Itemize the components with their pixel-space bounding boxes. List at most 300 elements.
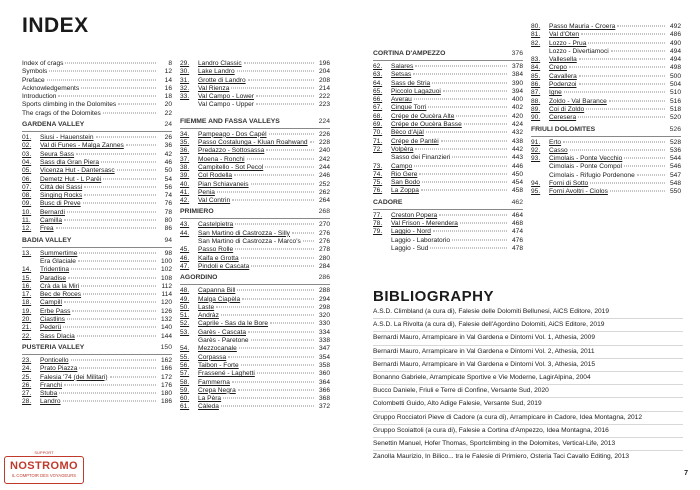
index-entry (180, 387, 330, 395)
entry-page: 284 (318, 262, 330, 270)
leader-dots (426, 132, 507, 133)
index-entry (22, 85, 172, 93)
section-heading (22, 344, 172, 355)
index-entry (22, 159, 172, 167)
entry-number: 87. (531, 89, 541, 97)
index-column-2 (180, 60, 330, 412)
leader-dots (72, 310, 156, 311)
leader-dots (56, 228, 156, 229)
entry-number: 24. (22, 365, 32, 373)
entry-title: Setsas (391, 71, 412, 79)
index-entry (373, 80, 523, 88)
leader-dots (248, 79, 314, 80)
logo-pre: SUPPORT (34, 450, 54, 455)
entry-page: 180 (160, 390, 172, 398)
leader-dots (579, 75, 665, 76)
section-heading (22, 237, 172, 248)
entry-number: 04. (22, 158, 32, 166)
leader-dots (126, 145, 156, 146)
leader-dots (237, 71, 314, 72)
index-entry (531, 172, 681, 180)
entry-number: 93. (531, 155, 541, 163)
leader-dots (241, 364, 314, 365)
section-heading (22, 121, 172, 132)
entry-page: 550 (669, 188, 681, 196)
section-title: CADORE (373, 198, 403, 206)
entry-page: 276 (318, 238, 330, 246)
entry-title: Grotte di Landro (198, 76, 246, 84)
entry-title: Pian Schiavaneis (198, 180, 249, 188)
entry-number: 71. (373, 137, 383, 145)
entry-page: 244 (318, 163, 330, 171)
entry-title: Cavallera (549, 72, 577, 80)
index-entry (180, 370, 330, 378)
leader-dots (78, 260, 156, 261)
entry-number: 09. (22, 200, 32, 208)
leader-dots (251, 265, 314, 266)
leader-dots (81, 285, 156, 286)
section-title: PRIMIERO (180, 208, 214, 216)
index-entry (22, 357, 172, 365)
entry-title: Landro Classic (198, 60, 242, 67)
bibliography-entry: Gruppo Rocciatori Pieve di Cadore (a cura di), Arrampicare in Cadore, Idea Montagna, 2012 (373, 412, 683, 425)
entry-page: 402 (511, 104, 523, 112)
entry-title: Lozzo - Prua (549, 39, 587, 47)
entry-title: Bèco d'Ajàl (391, 129, 424, 137)
entry-page: 252 (318, 180, 330, 188)
leader-dots (413, 74, 507, 75)
index-entry (373, 163, 523, 171)
entry-title: Val Frison - Merendera (391, 220, 458, 228)
entry-number: 22. (22, 332, 32, 340)
entry-page: 74 (164, 192, 172, 200)
entry-number: 56. (180, 361, 190, 369)
index-entry (531, 64, 681, 72)
entry-page: 432 (511, 129, 523, 137)
entry-number: 69. (373, 121, 383, 129)
entry-title: Frassené - Laghetti (198, 370, 255, 378)
entry-page: 16 (164, 84, 172, 92)
index-entry (180, 189, 330, 197)
entry-page: 354 (318, 353, 330, 361)
entry-title: Rio Gere (391, 170, 418, 178)
entry-title: Coi di Zoldo (549, 105, 585, 113)
entry-number: 27. (22, 390, 32, 398)
entry-title: Ceresera (549, 114, 577, 122)
leader-dots (637, 174, 665, 175)
entry-number: 35. (180, 139, 190, 147)
entry-page: 100 (160, 257, 172, 265)
index-entry (531, 98, 681, 106)
entry-page: 490 (669, 39, 681, 47)
entry-title: Zoldo - Val Barance (549, 97, 607, 105)
entry-title: Taibon - Forte (198, 361, 239, 369)
index-entry (180, 230, 330, 238)
leader-dots (63, 401, 156, 402)
entry-page: 498 (669, 64, 681, 72)
index-entry (180, 403, 330, 411)
entry-title: Casso (549, 146, 568, 154)
section-title: PUSTERIA VALLEY (22, 343, 85, 351)
entry-number: 82. (531, 39, 541, 47)
entry-page: 510 (669, 89, 681, 97)
entry-title: Val d'Oten (549, 31, 580, 39)
leader-dots (421, 190, 507, 191)
entry-title: Index of crags (22, 60, 64, 67)
entry-number: 55. (180, 353, 190, 361)
entry-number: 21. (22, 324, 32, 332)
entry-title: Cimolais - Ponte Compol (549, 163, 622, 171)
index-entry (22, 176, 172, 184)
entry-page: 22 (164, 109, 172, 117)
entry-title: Acknowledgements (22, 84, 80, 92)
index-entry (180, 60, 330, 68)
index-entry (180, 312, 330, 320)
entry-number: 61. (180, 403, 190, 411)
section-heading (180, 208, 330, 219)
entry-page: 76 (164, 200, 172, 208)
entry-page: 454 (511, 179, 523, 187)
index-entry (373, 71, 523, 79)
index-entry (373, 129, 523, 137)
section-page: 526 (669, 125, 681, 133)
entry-number: 03. (22, 150, 32, 158)
entry-title: Erto (549, 138, 562, 146)
entry-number: 25. (22, 373, 32, 381)
bibliography-entry: Bernardi Mauro, Arrampicare in Val Gardena e Dintorni Vol. 3, Athesia, 2015 (373, 359, 683, 372)
entry-number: 90. (531, 114, 541, 122)
section-gap (180, 110, 330, 115)
leader-dots (67, 211, 156, 212)
entry-page: 368 (318, 395, 330, 403)
entry-page: 196 (318, 60, 330, 67)
leader-dots (460, 223, 507, 224)
entry-page: 208 (318, 76, 330, 84)
section-heading (373, 50, 523, 61)
index-entry (22, 316, 172, 324)
entry-title: Passo Costalunga - Kluan Roahwand (198, 139, 308, 147)
entry-page: 54 (164, 175, 172, 183)
section-page: 286 (318, 274, 330, 282)
leader-dots (563, 141, 665, 142)
leader-dots (118, 104, 156, 105)
entry-page: 546 (669, 163, 681, 171)
entry-number: 46. (180, 254, 190, 262)
entry-page: 80 (164, 217, 172, 225)
entry-page: 544 (669, 155, 681, 163)
entry-title: Val Campo - Lower (198, 93, 254, 101)
entry-title: Laggio - Laboratorio (391, 236, 451, 244)
leader-dots (432, 82, 507, 83)
index-entry (22, 333, 172, 341)
entry-page: 443 (511, 154, 523, 162)
index-entry (180, 85, 330, 93)
index-entry (373, 104, 523, 112)
index-entry (531, 31, 681, 39)
entry-page: 438 (511, 137, 523, 145)
entry-page: 492 (669, 23, 681, 30)
entry-title: San Bodo (391, 179, 420, 187)
entry-title: Val di Funes - Malga Zannes (40, 142, 124, 150)
leader-dots (248, 331, 314, 332)
entry-page: 446 (511, 162, 523, 170)
entry-number: 30. (180, 68, 190, 76)
entry-number: 10. (22, 208, 32, 216)
entry-number: 37. (180, 155, 190, 163)
entry-number: 54. (180, 345, 190, 353)
section-heading (373, 199, 523, 210)
index-entry (180, 379, 330, 387)
logo-sub: IL COMPTOIR DES VOYAGEURS (11, 473, 77, 478)
entry-title: Città dei Sassi (40, 183, 83, 191)
leader-dots (238, 389, 314, 390)
entry-page: 464 (511, 211, 523, 219)
entry-title: Singing Rocks (40, 192, 83, 200)
leader-dots (579, 84, 666, 85)
leader-dots (415, 148, 507, 149)
index-entry (22, 374, 172, 382)
index-entry (180, 320, 330, 328)
leader-dots (67, 319, 156, 320)
leader-dots (419, 173, 507, 174)
leader-dots (110, 376, 156, 377)
entry-title: Bernardi (40, 208, 65, 216)
entry-title: Kaifa e Grotta (198, 254, 239, 262)
entry-title: Prato Piazza (40, 365, 78, 373)
entry-title: Cinque Torri (391, 104, 427, 112)
entry-page: 366 (318, 386, 330, 394)
entry-title: Sass dla Gran Piera (40, 158, 100, 166)
section-page: 268 (318, 208, 330, 216)
entry-number: 86. (531, 81, 541, 89)
leader-dots (49, 71, 156, 72)
index-entry (531, 139, 681, 147)
index-entry (531, 89, 681, 97)
index-entry (180, 68, 330, 76)
entry-title: Preface (22, 76, 45, 84)
leader-dots (232, 381, 314, 382)
leader-dots (452, 239, 507, 240)
leader-dots (117, 170, 156, 171)
entry-number: 58. (180, 378, 190, 386)
entry-page: 458 (511, 187, 523, 195)
entry-number: 42. (180, 197, 190, 205)
index-entry (373, 220, 523, 228)
entry-page: 214 (318, 84, 330, 92)
leader-dots (564, 92, 665, 93)
entry-page: 126 (160, 307, 172, 315)
entry-page: 246 (318, 172, 330, 180)
entry-title: Lake Landro (198, 68, 235, 76)
index-entry (373, 228, 523, 236)
entry-number: 43. (180, 221, 190, 229)
entry-page: 364 (318, 378, 330, 386)
section-title: FIEMME AND FASSA VALLEYS (180, 117, 280, 125)
entry-number: 91. (531, 138, 541, 146)
entry-page: 222 (318, 93, 330, 101)
leader-dots (103, 178, 156, 179)
leader-dots (47, 79, 156, 80)
index-entry (531, 81, 681, 89)
entry-page: 347 (318, 345, 330, 353)
entry-page: 114 (161, 291, 172, 299)
leader-dots (71, 359, 156, 360)
index-entry (373, 113, 523, 121)
entry-number: 51. (180, 312, 190, 320)
index-entry (373, 146, 523, 154)
leader-dots (63, 327, 156, 328)
leader-dots (303, 241, 314, 242)
entry-page: 176 (160, 381, 172, 389)
entry-number: 02. (22, 142, 32, 150)
entry-title: Falesia '74 (dei Militari) (40, 373, 108, 381)
entry-page: 494 (669, 47, 681, 55)
leader-dots (611, 50, 665, 51)
entry-title: Crepo (549, 64, 567, 72)
index-entry (531, 180, 681, 188)
leader-dots (257, 373, 314, 374)
index-entry (180, 246, 330, 254)
entry-title: La Zoppa (391, 187, 419, 195)
entry-page: 186 (160, 398, 172, 406)
entry-page: 424 (511, 121, 523, 129)
entry-title: Podenzoi (549, 81, 577, 89)
entry-page: 36 (164, 142, 172, 150)
entry-title: Averau (391, 96, 412, 104)
entry-page: 500 (669, 72, 681, 80)
index-entry (22, 308, 172, 316)
entry-number: 18. (22, 299, 32, 307)
nostromo-logo (4, 448, 84, 484)
leader-dots (216, 306, 314, 307)
entry-number: 05. (22, 167, 32, 175)
index-entry (22, 398, 172, 406)
entry-page: 223 (318, 101, 330, 109)
entry-page: 98 (164, 249, 172, 257)
leader-dots (251, 340, 314, 341)
index-entry (22, 324, 172, 332)
entry-page: 536 (669, 146, 681, 154)
entry-title: Crépe de Pantèi (391, 137, 439, 145)
leader-dots (251, 183, 314, 184)
leader-dots (223, 398, 314, 399)
entry-page: 20 (164, 101, 172, 109)
entry-title: Malga Ciapèla (198, 295, 241, 303)
index-entry (373, 138, 523, 146)
entry-number: 32. (180, 84, 190, 92)
section-title: FRIULI DOLOMITES (531, 125, 596, 133)
entry-title: Sass de Stria (391, 79, 431, 87)
entry-title: Sasso dei Finanzieri (391, 154, 451, 162)
section-page: 24 (164, 121, 172, 129)
entry-title: Vallesella (549, 56, 577, 64)
entry-title: Era Glaciale (40, 257, 76, 265)
index-entry (22, 134, 172, 142)
entry-page: 394 (511, 87, 523, 95)
leader-dots (414, 99, 507, 100)
index-entry (531, 40, 681, 48)
leader-dots (59, 393, 156, 394)
entry-title: Siusi - Hauenstein (40, 134, 94, 142)
index-entry (180, 287, 330, 295)
leader-dots (241, 257, 314, 258)
entry-page: 528 (669, 138, 681, 146)
leader-dots (77, 335, 156, 336)
index-entry (22, 382, 172, 390)
leader-dots (269, 133, 314, 134)
leader-dots (586, 108, 665, 109)
leader-dots (65, 63, 156, 64)
entry-page: 120 (160, 299, 172, 307)
leader-dots (64, 384, 156, 385)
index-entry (180, 164, 330, 172)
entry-title: Igne (549, 89, 562, 97)
leader-dots (221, 315, 314, 316)
entry-number: 95. (531, 188, 541, 196)
index-entry (22, 200, 172, 208)
bibliography-entry: Senettin Manuel, Hofer Thomas, Sportclimbing in the Dolomites, Vertical-Life, 2013 (373, 438, 683, 451)
entry-title: Tridentina (40, 266, 70, 274)
index-entry (531, 73, 681, 81)
leader-dots (68, 277, 156, 278)
index-entry (373, 179, 523, 187)
leader-dots (428, 107, 507, 108)
leader-dots (76, 153, 156, 154)
bibliography-entry: Zanolla Maurizio, In Bilico... tra le Falesie di Primiero, Osteria Taci Cavallo Editing, 2013 (373, 453, 630, 461)
index-entry (22, 250, 172, 258)
entry-title: Andràz (198, 312, 219, 320)
index-entry (180, 395, 330, 403)
entry-title: Passo Mauria - Croera (549, 23, 616, 30)
entry-title: Campitello - Sot Pecol (198, 163, 264, 171)
index-entry (531, 48, 681, 56)
entry-page: 478 (511, 244, 523, 252)
entry-number: 07. (22, 183, 32, 191)
leader-dots (79, 368, 156, 369)
entry-title: Frea (40, 225, 54, 233)
leader-dots (588, 42, 665, 43)
entry-title: Crépe de Oucèra Basse (391, 121, 462, 129)
entry-page: 204 (318, 68, 330, 76)
leader-dots (430, 247, 507, 248)
index-entry (373, 212, 523, 220)
entry-page: 50 (164, 167, 172, 175)
leader-dots (244, 63, 314, 64)
index-entry (22, 68, 172, 76)
entry-number: 44. (180, 229, 190, 237)
entry-title: Landro (40, 398, 61, 406)
index-column-1 (22, 60, 172, 407)
entry-page: 516 (669, 97, 681, 105)
entry-page: 12 (164, 68, 172, 76)
leader-dots (609, 100, 665, 101)
entry-number: 08. (22, 192, 32, 200)
index-entry (531, 163, 681, 171)
index-entry (22, 110, 172, 118)
leader-dots (414, 165, 507, 166)
entry-title: San Martino di Castrozza - Marco's (198, 238, 301, 246)
index-entry (180, 139, 330, 147)
index-entry (22, 184, 172, 192)
entry-page: 486 (669, 31, 681, 39)
index-entry (180, 362, 330, 370)
entry-page: 518 (669, 105, 681, 113)
entry-number: 23. (22, 356, 32, 364)
entry-page: 548 (669, 180, 681, 188)
entry-number: 78. (373, 220, 383, 228)
entry-title: Laggio - Nord (391, 228, 431, 236)
entry-number: 53. (180, 328, 190, 336)
